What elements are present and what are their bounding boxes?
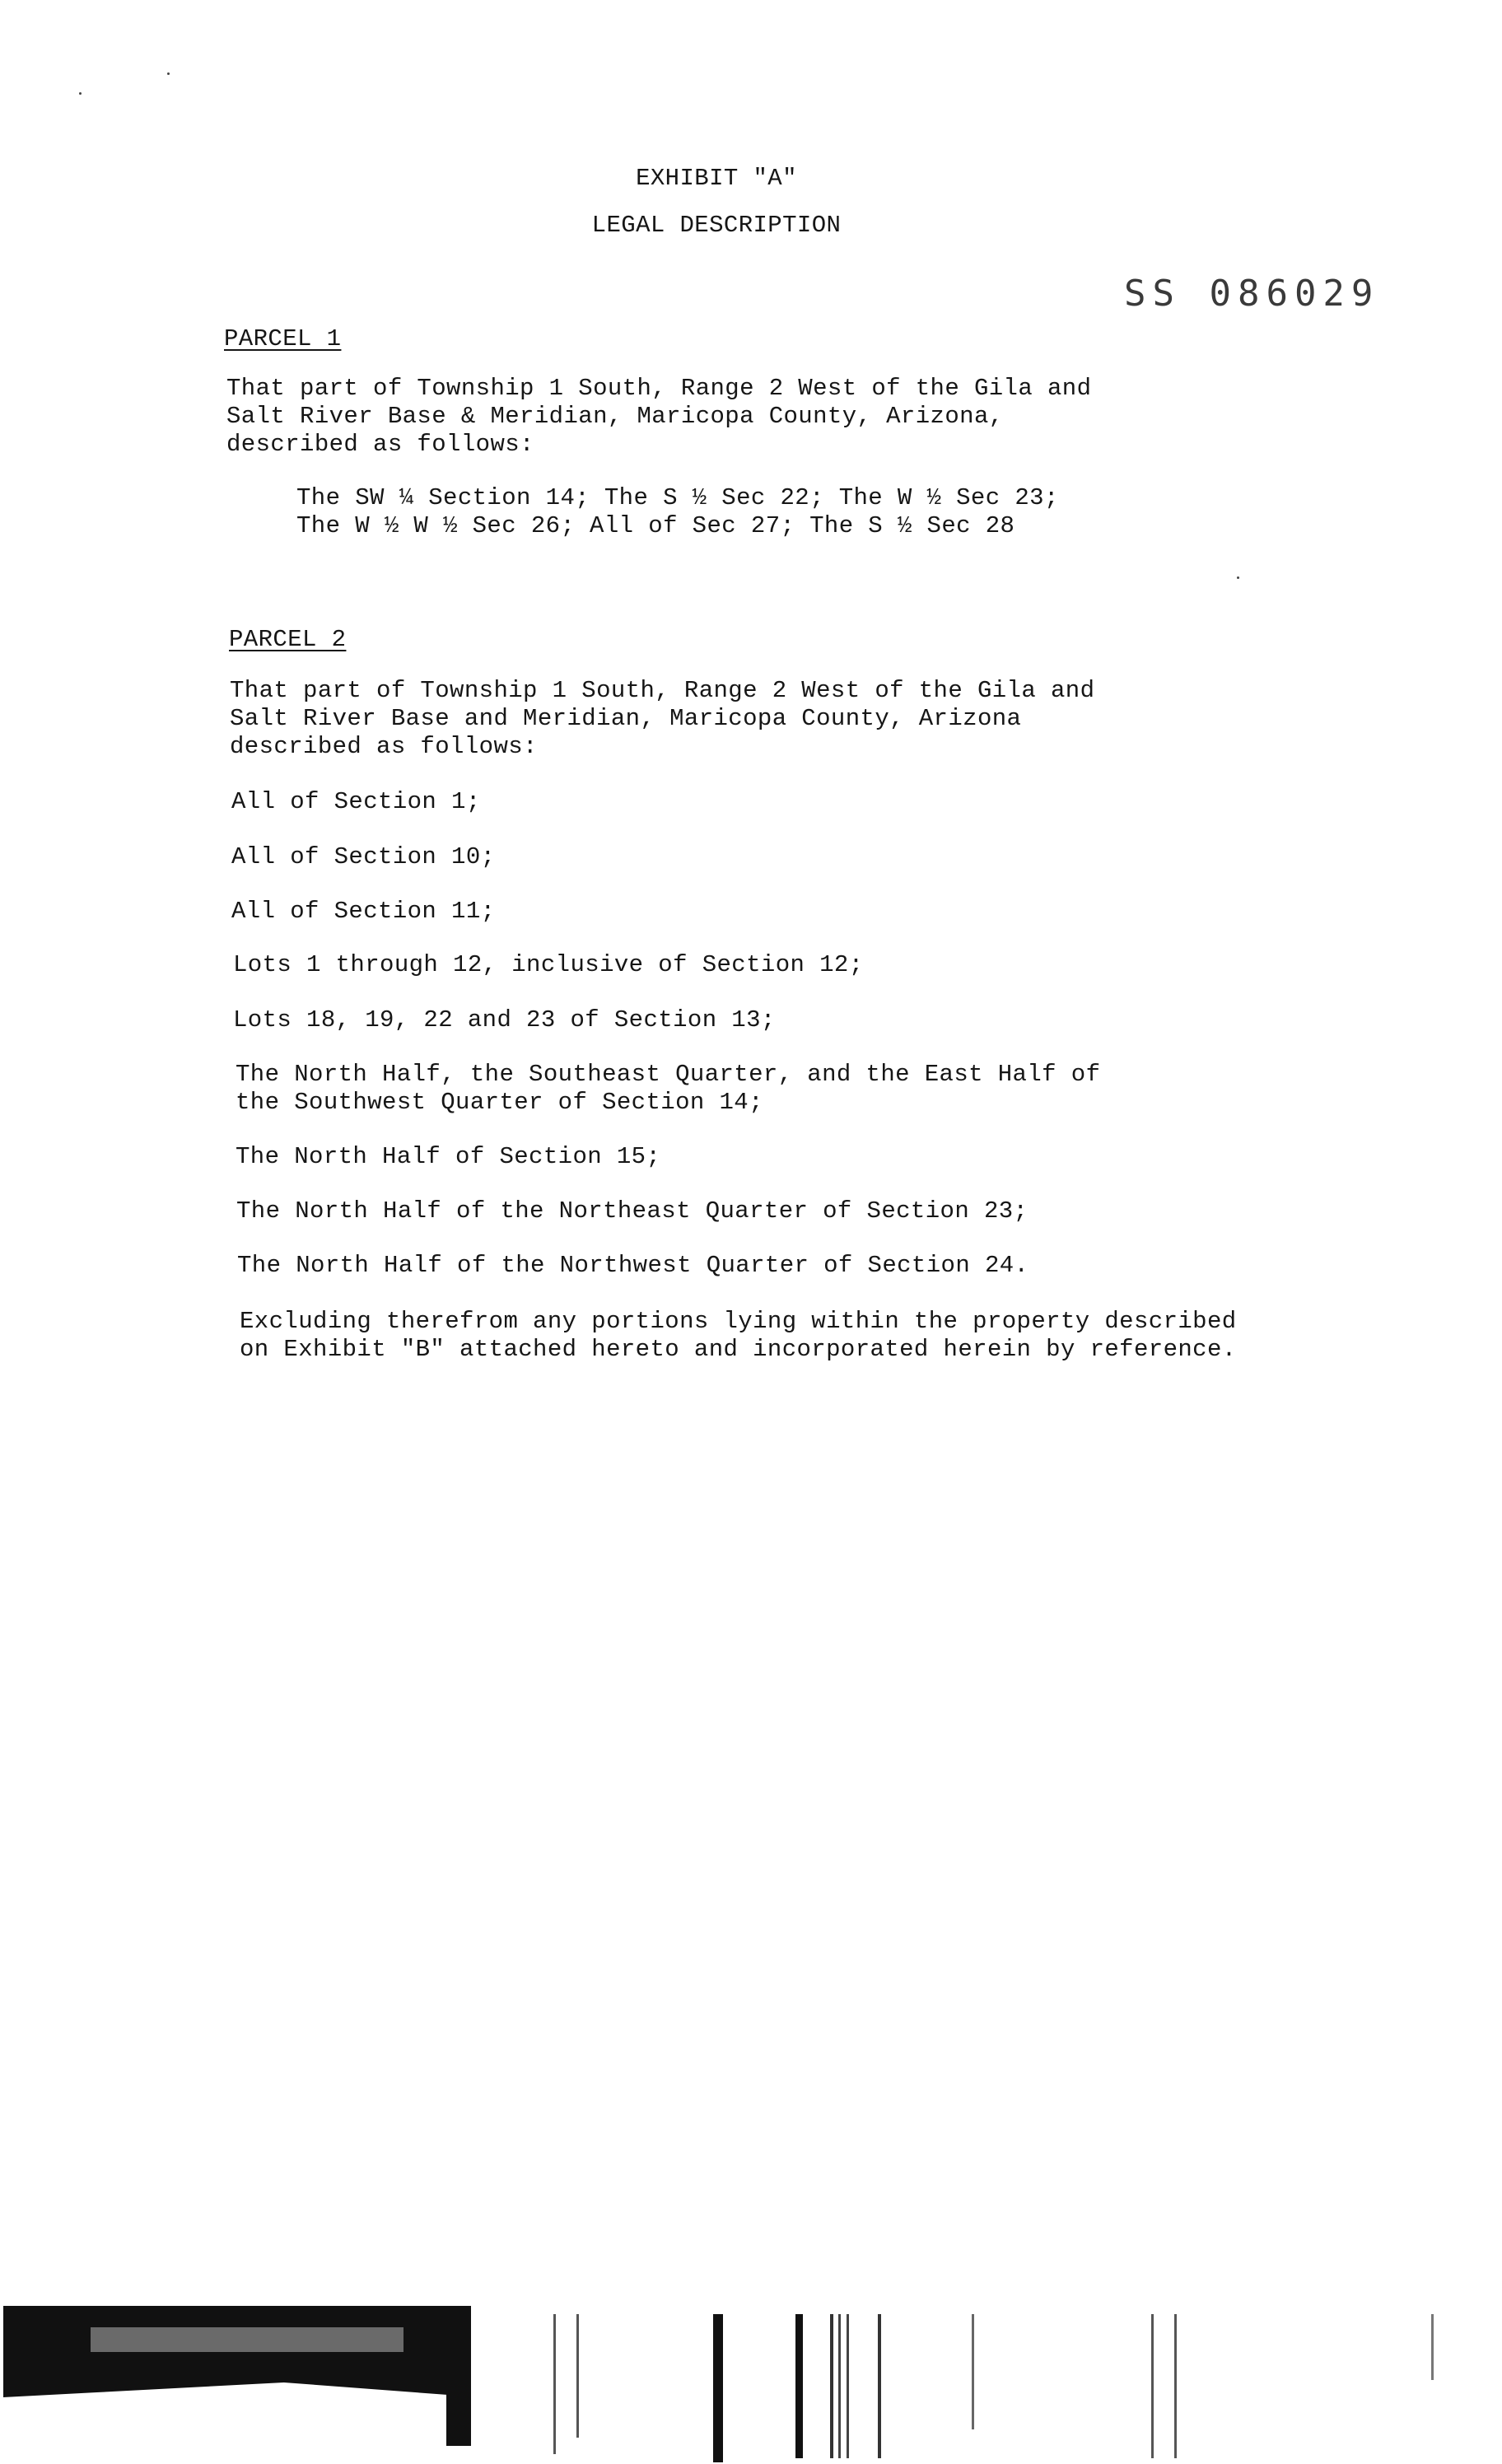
filing-mark — [838, 2314, 841, 2458]
text-line: on Exhibit "B" attached hereto and incorporated herein by reference. — [240, 1336, 1237, 1363]
filing-mark — [1174, 2314, 1177, 2458]
scan-speck — [79, 92, 82, 95]
parcel-1-intro — [226, 375, 1091, 459]
filing-mark — [972, 2314, 974, 2429]
text-line: Lots 1 through 12, inclusive of Section 12; — [233, 951, 864, 978]
text-line: All of Section 10; — [231, 843, 496, 870]
text-line: All of Section 11; — [231, 898, 496, 925]
text-line: The North Half of the Northeast Quarter of Section 23; — [236, 1197, 1029, 1225]
text-line: The W ½ W ½ Sec 26; All of Sec 27; The S ½ Sec 28 — [296, 512, 1015, 539]
filing-mark — [847, 2314, 849, 2458]
text-line: The North Half of the Northwest Quarter of Section 24. — [237, 1252, 1029, 1279]
text-line: All of Section 1; — [231, 788, 481, 815]
text-line: The North Half of Section 15; — [236, 1143, 661, 1170]
text-line: That part of Township 1 South, Range 2 West of the Gila and — [226, 375, 1092, 402]
text-line: described as follows: — [226, 431, 534, 458]
filing-mark — [576, 2314, 579, 2438]
text-line: Excluding therefrom any portions lying within the property described — [240, 1308, 1237, 1335]
legal-description-heading: LEGAL DESCRIPTION — [591, 212, 842, 239]
exhibit-title: EXHIBIT "A" — [636, 165, 797, 192]
parcel-1-description — [296, 484, 1059, 540]
scan-edge-artifact — [91, 2327, 403, 2352]
filing-mark — [878, 2314, 881, 2458]
filing-mark — [795, 2314, 803, 2458]
exclusion-clause — [240, 1308, 1237, 1364]
text-line: Salt River Base and Meridian, Maricopa County, Arizona — [230, 705, 1022, 732]
section-item — [231, 898, 495, 926]
text-line: Salt River Base & Meridian, Maricopa County, Arizona, — [226, 403, 1004, 430]
text-line: described as follows: — [230, 733, 538, 760]
filing-mark — [713, 2314, 723, 2462]
section-item — [237, 1252, 1029, 1280]
section-item — [236, 1197, 1028, 1225]
filing-mark — [830, 2314, 833, 2458]
section-item — [236, 1061, 1100, 1117]
parcel-2-intro — [230, 677, 1094, 761]
section-item — [236, 1143, 660, 1171]
scan-edge-artifact — [3, 2306, 471, 2429]
section-item — [231, 843, 495, 871]
section-item — [231, 788, 481, 816]
parcel-2-heading: PARCEL 2 — [229, 626, 347, 653]
scan-speck — [1237, 576, 1239, 579]
section-item — [233, 951, 864, 979]
filing-mark — [1151, 2314, 1154, 2458]
text-line: the Southwest Quarter of Section 14; — [236, 1089, 763, 1116]
text-line: Lots 18, 19, 22 and 23 of Section 13; — [233, 1006, 776, 1034]
section-item — [233, 1006, 776, 1034]
filing-mark — [446, 2388, 471, 2446]
text-line: That part of Township 1 South, Range 2 West of the Gila and — [230, 677, 1095, 704]
scan-speck — [167, 72, 170, 75]
filing-mark — [553, 2314, 556, 2454]
text-line: The North Half, the Southeast Quarter, and the East Half of — [236, 1061, 1101, 1088]
text-line: The SW ¼ Section 14; The S ½ Sec 22; The W ½ Sec 23; — [296, 484, 1059, 511]
filing-mark — [1431, 2314, 1434, 2380]
parcel-1-heading: PARCEL 1 — [224, 325, 342, 352]
document-number-stamp: SS 086029 — [1124, 273, 1380, 315]
